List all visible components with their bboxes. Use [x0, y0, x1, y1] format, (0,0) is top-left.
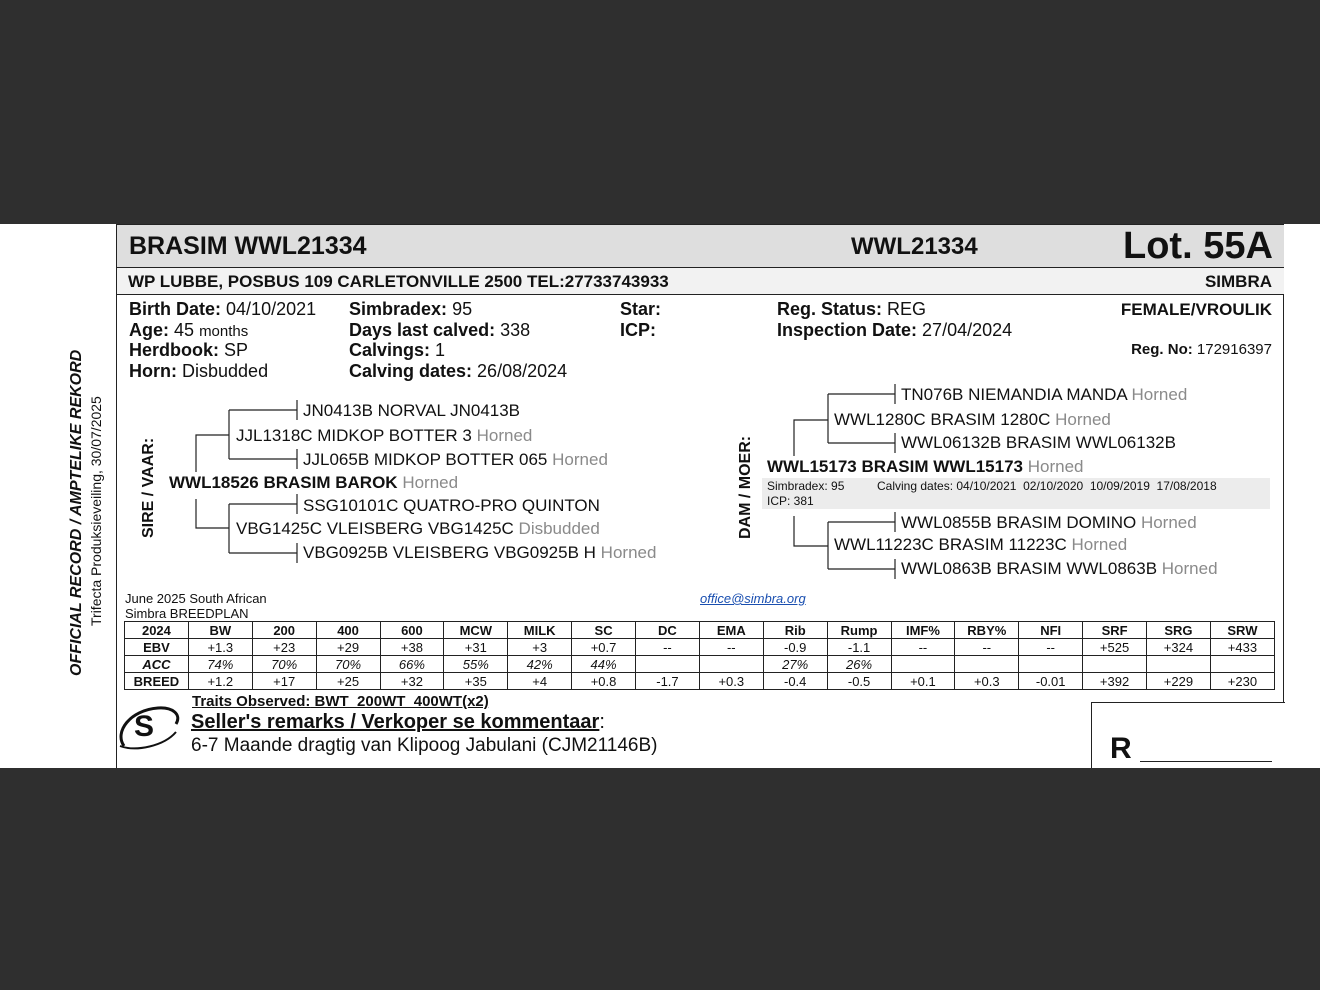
ebv-cell: SC	[572, 622, 636, 639]
ebv-cell: +229	[1147, 673, 1211, 690]
dam-sire-sire: TN076B NIEMANDIA MANDA Horned	[901, 385, 1188, 404]
days-last-calved: Days last calved: 338	[349, 320, 531, 340]
ebv-cell: 600	[380, 622, 444, 639]
ebv-cell	[1019, 656, 1083, 673]
ebv-cell: 400	[316, 622, 380, 639]
acc-row	[125, 656, 1275, 673]
ebv-cell: +0.7	[572, 639, 636, 656]
lot-card-page	[0, 224, 1320, 768]
lot-number: Lot. 55A	[1123, 225, 1273, 267]
reg-status: Reg. Status: REG	[777, 299, 927, 319]
ebv-cell: +4	[508, 673, 572, 690]
ebv-cell: +0.3	[955, 673, 1019, 690]
ebv-cell: 42%	[508, 656, 572, 673]
calving-dates: Calving dates: 26/08/2024	[349, 361, 568, 381]
reg-number: Reg. No: 172916397	[1131, 341, 1272, 358]
dam-calving-dates: Calving dates: 04/10/2021 02/10/2020 10/09/2019 17/08/2018	[877, 479, 1217, 493]
ebv-cell: +38	[380, 639, 444, 656]
breedplan-caption-1: June 2025 South African	[125, 591, 267, 606]
ebv-cell: -0.9	[763, 639, 827, 656]
ebv-cell: 200	[252, 622, 316, 639]
ebv-cell: --	[636, 639, 700, 656]
ebv-cell: -1.1	[827, 639, 891, 656]
ebv-cell: +1.3	[188, 639, 252, 656]
ebv-cell: 26%	[827, 656, 891, 673]
logo-letter: S	[134, 710, 155, 743]
ebv-cell: BW	[188, 622, 252, 639]
sire-dam-sire: SSG10101C QUATRO-PRO QUINTON	[303, 496, 600, 515]
ebv-cell: +324	[1147, 639, 1211, 656]
ebv-cell: +525	[1083, 639, 1147, 656]
sire-sire-dam: JJL065B MIDKOP BOTTER 065 Horned	[303, 450, 608, 469]
ebv-cell: -0.5	[827, 673, 891, 690]
ebv-cell: +31	[444, 639, 508, 656]
sire-dam-dam: VBG0925B VLEISBERG VBG0925B H Horned	[303, 543, 657, 562]
ebv-cell: 66%	[380, 656, 444, 673]
sire-label: SIRE / VAAR:	[140, 437, 157, 538]
email-link[interactable]: office@simbra.org	[700, 591, 806, 606]
ebv-cell: Rib	[763, 622, 827, 639]
sire-sire-sire: JN0413B NORVAL JN0413B	[303, 401, 521, 420]
official-record-label: OFFICIAL RECORD / AMPTELIKE REKORD	[68, 349, 85, 676]
ebv-cell: +0.3	[699, 673, 763, 690]
dam-sire: WWL1280C BRASIM 1280C Horned	[834, 410, 1111, 429]
ebv-cell: -0.4	[763, 673, 827, 690]
dam-dam-dam: WWL0863B BRASIM WWL0863B Horned	[901, 559, 1218, 578]
ebv-cell: NFI	[1019, 622, 1083, 639]
ebv-row	[125, 639, 1275, 656]
ebv-cell: +17	[252, 673, 316, 690]
ebv-cell: IMF%	[891, 622, 955, 639]
horn-status: Horn: Disbudded	[129, 361, 269, 381]
inspection-date: Inspection Date: 27/04/2024	[777, 320, 1013, 340]
ebv-cell: +29	[316, 639, 380, 656]
ebv-cell: DC	[636, 622, 700, 639]
simbra-logo	[116, 702, 184, 758]
ebv-cell: 2024	[125, 622, 189, 639]
ebv-cell: +32	[380, 673, 444, 690]
ebv-cell: 27%	[763, 656, 827, 673]
ebv-cell: +25	[316, 673, 380, 690]
ebv-header-row	[125, 622, 1275, 639]
ebv-cell: +1.2	[188, 673, 252, 690]
calvings: Calvings: 1	[349, 340, 446, 360]
dam-simbradex: Simbradex: 95	[767, 479, 845, 493]
ebv-cell: SRW	[1210, 622, 1274, 639]
ebv-cell: -1.7	[636, 673, 700, 690]
breedplan-caption-2: Simbra BREEDPLAN	[125, 606, 249, 621]
ebv-cell: 70%	[316, 656, 380, 673]
herdbook: Herdbook: SP	[129, 340, 249, 360]
ebv-cell: --	[699, 639, 763, 656]
dam-label: DAM / MOER:	[737, 435, 754, 539]
ebv-cell: --	[891, 639, 955, 656]
ebv-cell: --	[955, 639, 1019, 656]
ebv-cell: -0.01	[1019, 673, 1083, 690]
sire-dam: VBG1425C VLEISBERG VBG1425C Disbudded	[236, 519, 600, 538]
ebv-cell: --	[1019, 639, 1083, 656]
sellers-remarks-text: 6-7 Maande dragtig van Klipoog Jabulani (CJM21146B)	[191, 735, 658, 756]
sire-sire: JJL1318C MIDKOP BOTTER 3 Horned	[236, 426, 533, 445]
ebv-cell	[699, 656, 763, 673]
ebv-cell	[636, 656, 700, 673]
ebv-cell: Rump	[827, 622, 891, 639]
sex-label: FEMALE/VROULIK	[1120, 300, 1272, 319]
dam-sire-dam: WWL06132B BRASIM WWL06132B	[901, 433, 1176, 452]
ebv-table	[124, 621, 1275, 690]
ebv-cell: +35	[444, 673, 508, 690]
animal-id: WWL21334	[851, 233, 978, 260]
price-line[interactable]	[1140, 761, 1272, 762]
ebv-cell: +0.1	[891, 673, 955, 690]
ebv-cell: 74%	[188, 656, 252, 673]
sellers-remarks-heading: Seller's remarks / Verkoper se kommentaar:	[191, 711, 605, 733]
ebv-cell: 70%	[252, 656, 316, 673]
simbradex: Simbradex: 95	[349, 299, 473, 319]
breed-row	[125, 673, 1275, 690]
ebv-cell: SRG	[1147, 622, 1211, 639]
ebv-cell: +23	[252, 639, 316, 656]
ebv-cell	[1083, 656, 1147, 673]
ebv-cell: 44%	[572, 656, 636, 673]
animal-name: BRASIM WWL21334	[129, 232, 367, 260]
ebv-cell	[955, 656, 1019, 673]
star-label: Star:	[620, 299, 662, 319]
dam-dam: WWL11223C BRASIM 11223C Horned	[834, 535, 1128, 554]
ebv-cell: MCW	[444, 622, 508, 639]
ebv-cell	[1147, 656, 1211, 673]
ebv-cell: MILK	[508, 622, 572, 639]
dam-icp: ICP: 381	[767, 494, 814, 508]
ebv-cell: 55%	[444, 656, 508, 673]
ebv-cell: EBV	[125, 639, 189, 656]
ebv-cell: +433	[1210, 639, 1274, 656]
price-r-label: R	[1110, 732, 1132, 765]
traits-observed: Traits Observed: BWT 200WT 400WT(x2)	[192, 693, 489, 710]
ebv-cell: +0.8	[572, 673, 636, 690]
ebv-cell: +392	[1083, 673, 1147, 690]
dam-dam-sire: WWL0855B BRASIM DOMINO Horned	[901, 513, 1197, 532]
ebv-cell: SRF	[1083, 622, 1147, 639]
auction-label: Trifecta Produksieveiling, 30/07/2025	[88, 396, 104, 626]
ebv-cell: +230	[1210, 673, 1274, 690]
ebv-cell: RBY%	[955, 622, 1019, 639]
icp-label: ICP:	[620, 320, 656, 340]
owner-address: WP LUBBE, POSBUS 109 CARLETONVILLE 2500 TEL:27733743933	[128, 272, 669, 291]
age: Age: 45 months	[129, 320, 249, 340]
ebv-cell	[1210, 656, 1274, 673]
breed-label: SIMBRA	[1204, 272, 1272, 291]
ebv-cell: BREED	[125, 673, 189, 690]
dam: WWL15173 BRASIM WWL15173 Horned	[767, 457, 1084, 476]
sire: WWL18526 BRASIM BAROK Horned	[169, 473, 459, 492]
birth-date: Birth Date: 04/10/2021	[129, 299, 317, 319]
ebv-cell	[891, 656, 955, 673]
ebv-cell: EMA	[699, 622, 763, 639]
ebv-cell: ACC	[125, 656, 189, 673]
ebv-cell: +3	[508, 639, 572, 656]
